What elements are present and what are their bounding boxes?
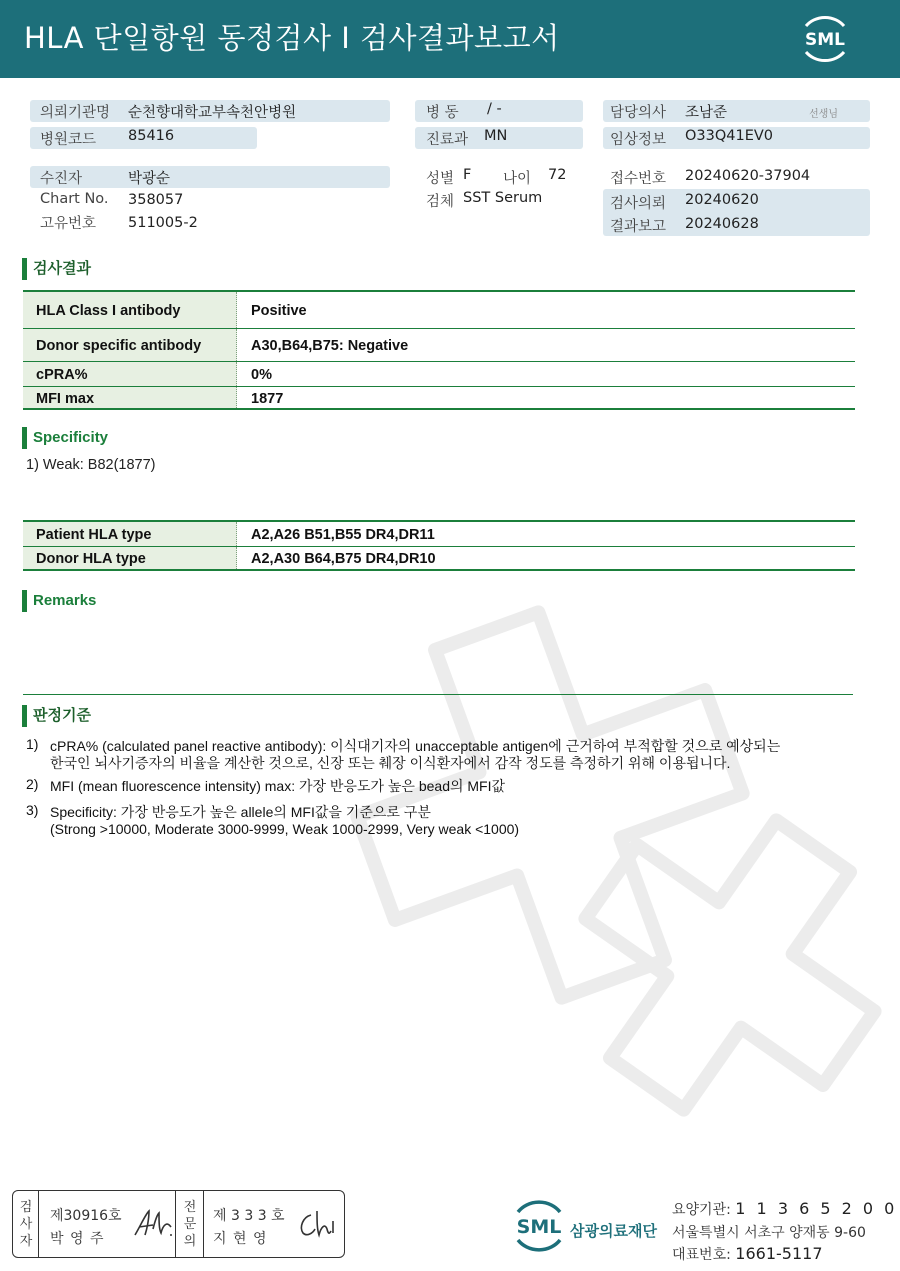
footer-logo-text: SML — [516, 1216, 562, 1238]
department-label: 진료과 — [426, 132, 469, 148]
doctor-label: 담당의사 — [610, 105, 667, 121]
report-date-value: 20240628 — [685, 216, 759, 232]
table-row-value: 1877 — [251, 391, 284, 407]
sex-value: F — [463, 167, 472, 183]
specialist-name: 지 현 영 — [213, 1231, 268, 1247]
id-label: 고유번호 — [40, 216, 97, 232]
criteria-num: 3) — [26, 802, 39, 818]
age-label: 나이 — [503, 171, 532, 187]
table-row-label: Patient HLA type — [36, 527, 152, 543]
chart-label: Chart No. — [40, 191, 109, 207]
specialist-license-no: 제 3 3 3 호 — [213, 1208, 285, 1224]
criteria-num: 1) — [26, 736, 39, 752]
criteria-line: Specificity: 가장 반응도가 높은 allele의 MFI값을 기준으로 구분 — [50, 804, 431, 820]
table-row-label: cPRA% — [36, 367, 88, 383]
specificity-section-title: Specificity — [22, 427, 108, 449]
institution-value: 순천향대학교부속천안병원 — [128, 105, 297, 121]
criteria-num: 2) — [26, 776, 39, 792]
specialist-label-char: 전 — [183, 1200, 197, 1215]
patient-label: 수진자 — [40, 171, 83, 187]
footer-phone-value: 1661-5117 — [735, 1244, 823, 1263]
chart-value: 358057 — [128, 192, 184, 208]
specificity-text: 1) Weak: B82(1877) — [26, 457, 156, 473]
specimen-label: 검체 — [426, 194, 455, 210]
watermark-cross-icon — [345, 560, 900, 1120]
tester-label-char: 검 — [19, 1200, 33, 1215]
table-row — [23, 522, 855, 547]
request-value: 20240620 — [685, 192, 759, 208]
criteria-line: MFI (mean fluorescence intensity) max: 가장 반응도가 높은 bead의 MFI값 — [50, 778, 506, 794]
criteria-line: cPRA% (calculated panel reactive antibody): 이식대기자의 unacceptable antigen에 근거하여 부적합할 것으로 예상되는 — [50, 738, 781, 754]
specialist-label-char: 의 — [183, 1234, 197, 1249]
results-section-title: 검사결과 — [22, 258, 91, 280]
table-row-label: MFI max — [36, 391, 95, 407]
doctor-suffix: 선생님 — [809, 109, 838, 120]
receipt-value: 20240620-37904 — [685, 168, 811, 184]
tester-label-char: 사 — [19, 1217, 33, 1232]
table-row-label: Donor HLA type — [36, 551, 146, 567]
tester-signature-icon — [131, 1207, 175, 1241]
sex-label: 성별 — [426, 171, 455, 187]
criteria-section-title: 판정기준 — [22, 705, 91, 727]
signature-box — [12, 1190, 345, 1258]
hospital-code-label: 병원코드 — [40, 132, 97, 148]
hospital-code-value: 85416 — [128, 128, 175, 144]
clinical-value: O33Q41EV0 — [685, 128, 774, 144]
footer-code-label: 요양기관: — [672, 1202, 731, 1218]
table-row-value: 0% — [251, 367, 272, 383]
table-row-value: A30,B64,B75: Negative — [251, 338, 409, 354]
request-label: 검사의뢰 — [610, 196, 667, 212]
specialist-label-divider — [203, 1191, 204, 1257]
report-title: HLA 단일항원 동정검사 I 검사결과보고서 — [24, 21, 560, 55]
specialist-signature-icon — [295, 1207, 337, 1241]
table-row — [23, 362, 855, 387]
specialist-label-char: 문 — [183, 1217, 197, 1232]
ward-label: 병 동 — [426, 105, 459, 121]
remarks-divider — [23, 694, 853, 695]
results-table — [23, 290, 855, 410]
table-row-value: A2,A26 B51,B55 DR4,DR11 — [251, 527, 435, 543]
criteria-line: 한국인 뇌사기증자의 비율을 계산한 것으로, 신장 또는 췌장 이식환자에서 감작 정도를 측정하기 위해 이용됩니다. — [50, 755, 731, 771]
table-row-value: A2,A30 B64,B75 DR4,DR10 — [251, 551, 436, 567]
tester-label-char: 자 — [19, 1234, 33, 1249]
footer-code-value: 1 1 3 6 5 2 0 0 — [735, 1199, 898, 1218]
age-value: 72 — [548, 167, 567, 183]
criteria-line: (Strong >10000, Moderate 3000-9999, Weak 1000-2999, Very weak <1000) — [50, 821, 520, 837]
footer-org-name: 삼광의료재단 — [570, 1222, 657, 1240]
tester-license-no: 제30916호 — [50, 1208, 122, 1224]
tester-name: 박 영 주 — [50, 1231, 105, 1247]
patient-value: 박광순 — [128, 171, 171, 187]
doctor-value: 조남준 — [685, 105, 728, 121]
ward-value: / - — [487, 101, 502, 117]
remarks-section-title: Remarks — [22, 590, 96, 612]
tester-label — [14, 1199, 38, 1250]
hla-type-table — [23, 520, 855, 571]
institution-label: 의뢰기관명 — [40, 105, 111, 121]
clinical-label: 임상정보 — [610, 132, 667, 148]
report-date-label: 결과보고 — [610, 219, 667, 235]
signature-divider — [175, 1191, 176, 1257]
specialist-label — [178, 1199, 202, 1250]
id-value: 511005-2 — [128, 215, 198, 231]
table-row — [23, 387, 855, 410]
logo-text: SML — [805, 30, 845, 50]
band-patient — [30, 166, 390, 188]
table-row-value: Positive — [251, 303, 307, 319]
table-row-label: HLA Class I antibody — [36, 303, 181, 319]
table-row — [23, 329, 855, 362]
department-value: MN — [484, 128, 508, 144]
footer-address: 서울특별시 서초구 양재동 9-60 — [672, 1225, 866, 1241]
table-row — [23, 292, 855, 329]
report-header — [0, 0, 900, 78]
table-row — [23, 547, 855, 571]
footer-sml-logo-icon — [508, 1196, 570, 1256]
receipt-label: 접수번호 — [610, 171, 667, 187]
table-row-label: Donor specific antibody — [36, 338, 202, 354]
footer-code-line — [672, 1199, 897, 1219]
footer-phone-label: 대표번호: — [672, 1247, 731, 1263]
specimen-value: SST Serum — [463, 190, 543, 206]
sml-logo-icon — [796, 12, 854, 66]
footer-phone-line — [672, 1244, 823, 1264]
